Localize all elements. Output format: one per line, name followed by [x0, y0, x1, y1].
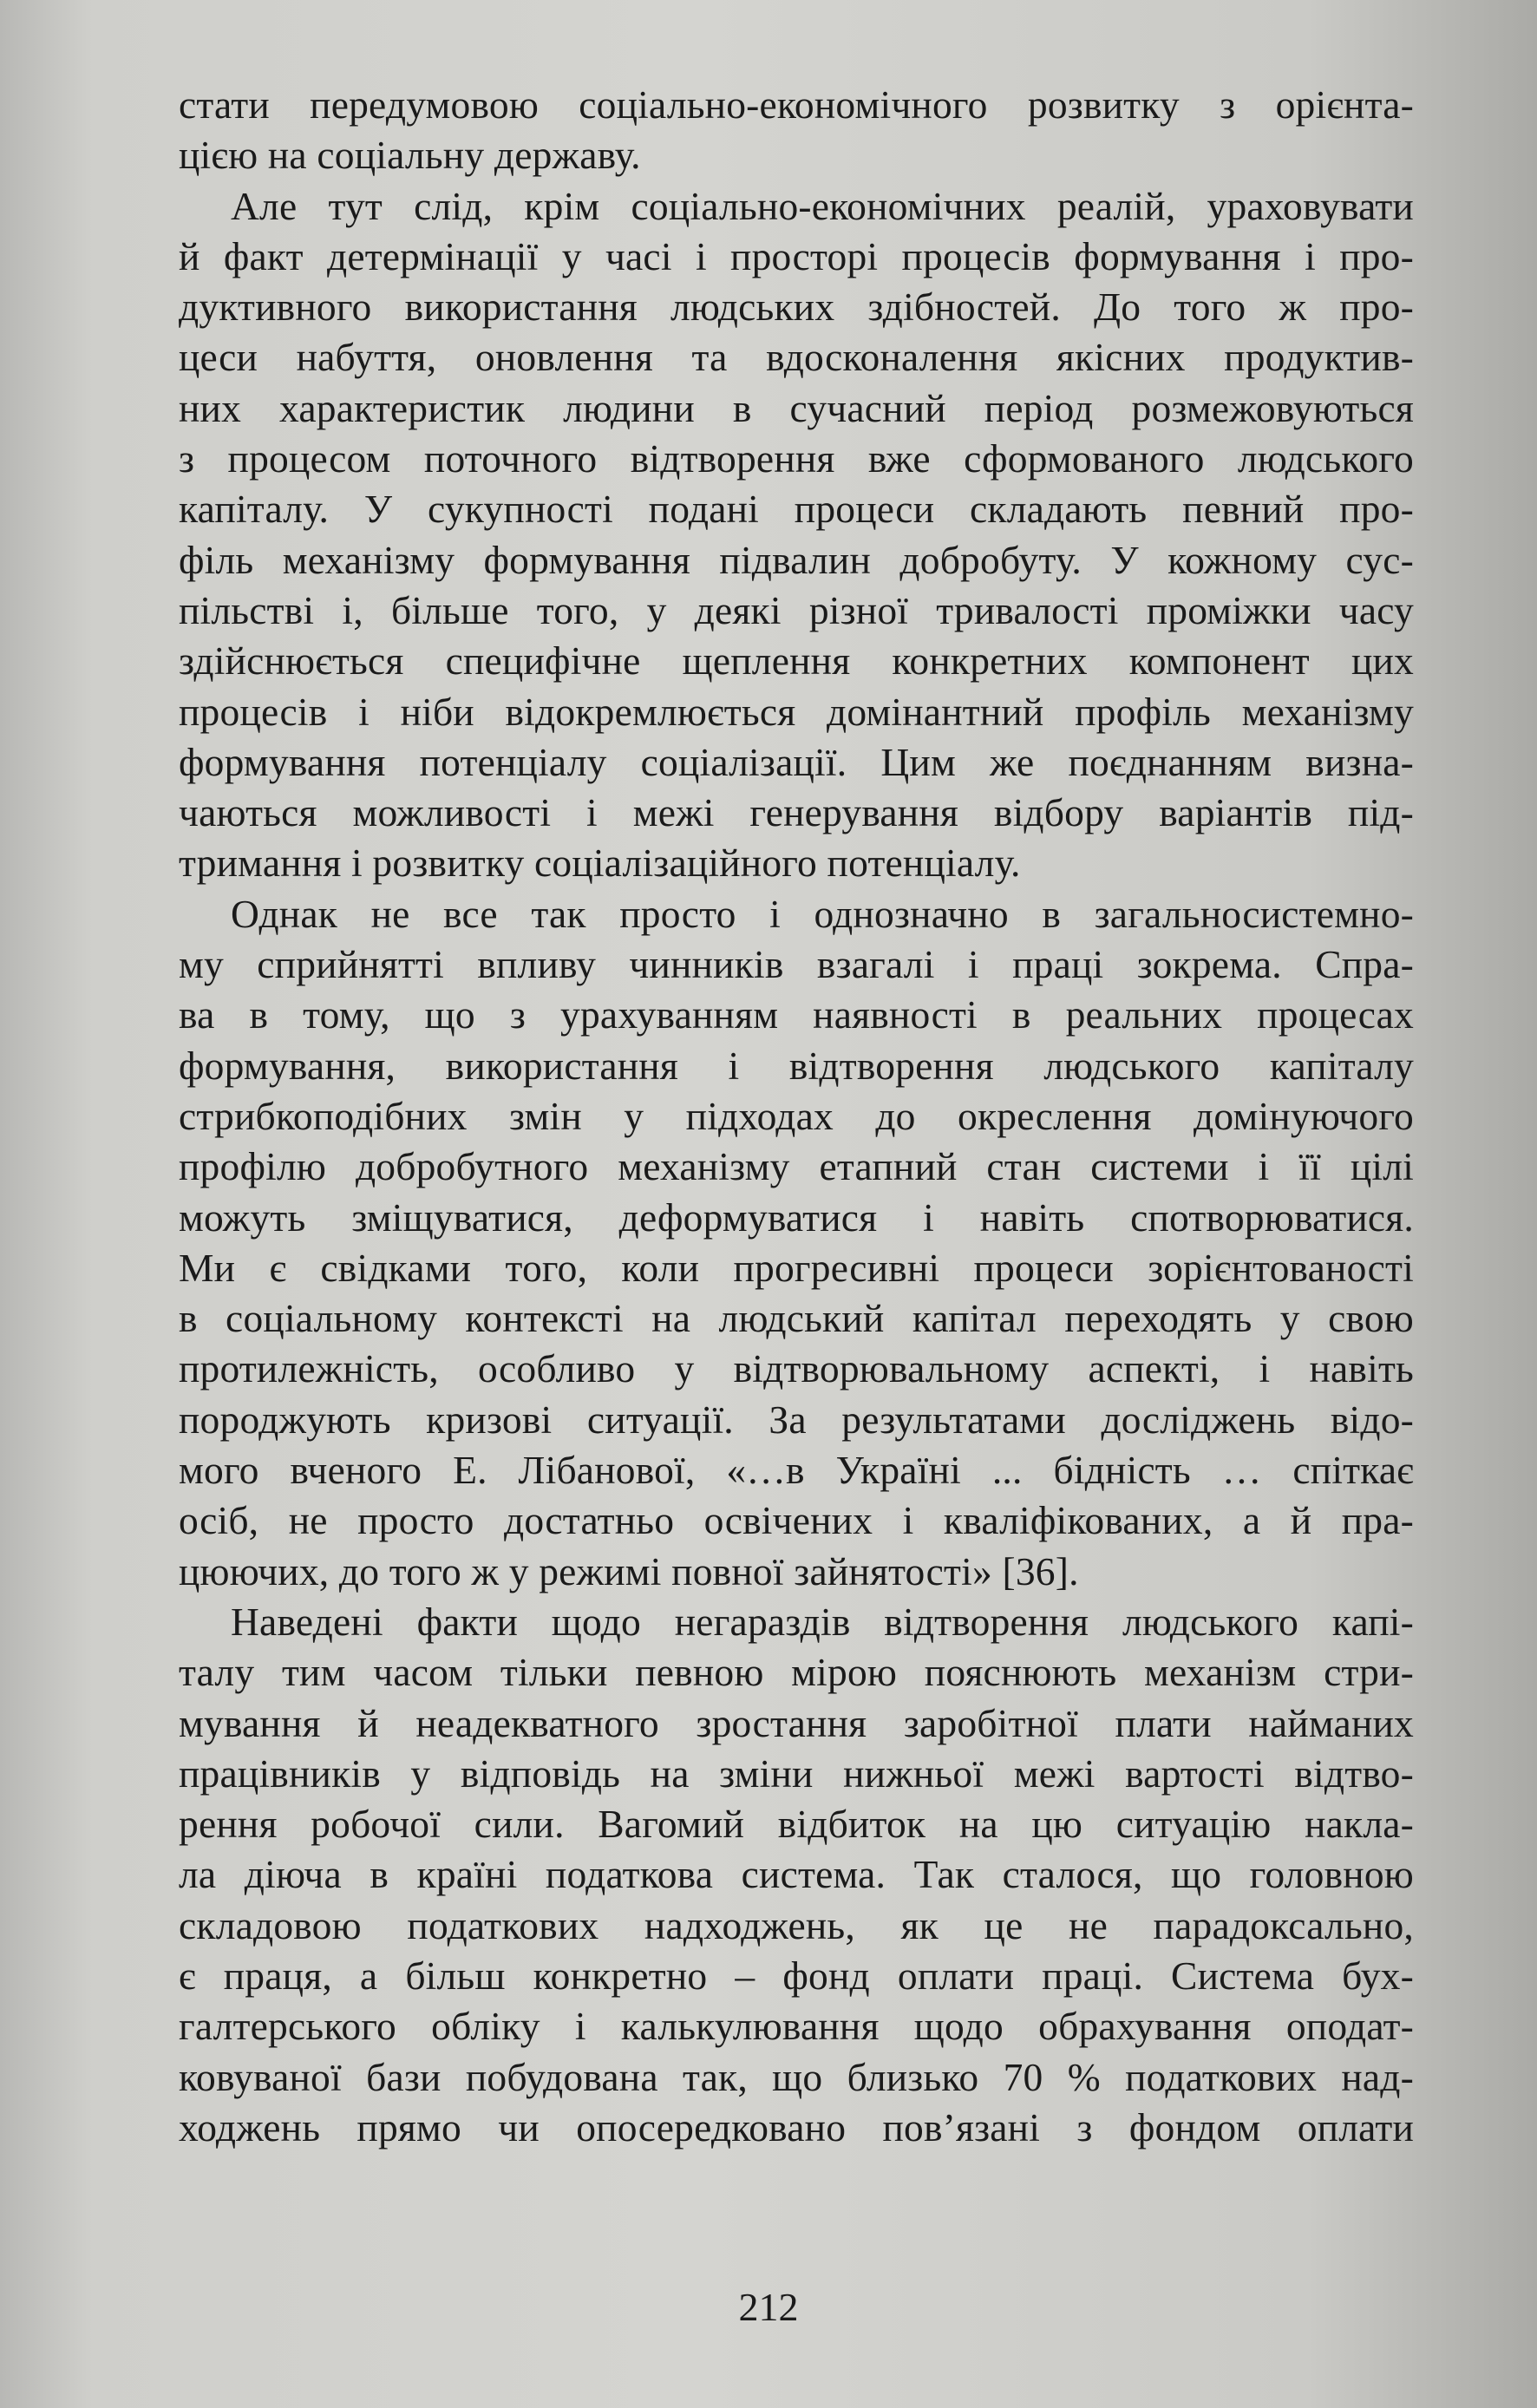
paragraph-4 [179, 1597, 1414, 2153]
paragraph-2 [179, 181, 1414, 889]
text-line: філь механізму формування підвалин добробуту. У кожному сус- [179, 537, 1414, 582]
text-line: осіб, не просто достатньо освічених і кваліфікованих, а й пра- [179, 1498, 1414, 1543]
text-line: му сприйнятті впливу чинників взагалі і праці зокрема. Спра- [179, 942, 1414, 987]
text-line: ва в тому, що з урахуванням наявності в реальних процесах [179, 992, 1414, 1037]
text-line: породжують кризові ситуації. За результатами досліджень відо- [179, 1397, 1414, 1442]
text-line: формування потенціалу соціалізації. Цим же поєднанням визна- [179, 739, 1414, 784]
text-line: складовою податкових надходжень, як це не парадоксально, [179, 1902, 1414, 1947]
text-line: стати передумовою соціально-економічного розвитку з орієнта- [179, 82, 1414, 127]
text-line: працівників у відповідь на зміни нижньої межі вартості відтво- [179, 1750, 1414, 1796]
text-line: профілю добробутного механізму етапний стан системи і її цілі [179, 1144, 1414, 1189]
text-line: формування, використання і відтворення людського капіталу [179, 1043, 1414, 1088]
text-line: Однак не все так просто і однозначно в загальносистемно- [231, 891, 1414, 936]
text-line: рення робочої сили. Вагомий відбиток на цю ситуацію накла- [179, 1802, 1414, 1847]
text-line: мування й неадекватного зростання заробітної плати найманих [179, 1700, 1414, 1745]
text-line: дуктивного використання людських здібностей. До того ж про- [179, 285, 1414, 330]
text-line: талу тим часом тільки певною мірою пояснюють механізм стри- [179, 1650, 1414, 1695]
text-line: них характеристик людини в сучасний період розмежовуються [179, 385, 1414, 430]
text-line: тримання і розвитку соціалізаційного потенціалу. [179, 841, 1021, 886]
text-line: цюючих, до того ж у режимі повної зайнятості» [36]. [179, 1548, 1079, 1593]
text-line: пільстві і, більше того, у деякі різної тривалості проміжки часу [179, 587, 1414, 632]
text-line: здійснюється специфічне щеплення конкретних компонент цих [179, 638, 1414, 684]
text-line: протилежність, особливо у відтворювальному аспекті, і навіть [179, 1346, 1414, 1391]
text-line: можуть зміщуватися, деформуватися і навіть спотворюватися. [179, 1194, 1414, 1240]
text-line: ходжень прямо чи опосередковано пов’язані з фондом оплати [179, 2104, 1414, 2150]
page-number: 212 [738, 2285, 799, 2329]
text-line: чаються можливості і межі генерування відбору варіантів під- [179, 790, 1414, 835]
text-line: мого вченого Е. Лібанової, «…в Україні ... бідність … спіткає [179, 1448, 1414, 1493]
page-text [179, 80, 1414, 2153]
paragraph-3 [179, 889, 1414, 1597]
text-line: ла діюча в країні податкова система. Так сталося, що головною [179, 1852, 1414, 1897]
text-line: цеси набуття, оновлення та вдосконалення якісних продуктив- [179, 335, 1414, 380]
paragraph-1 [179, 80, 1414, 181]
text-line: стрибкоподібних змін у підходах до окреслення домінуючого [179, 1093, 1414, 1138]
text-line: Наведені факти щодо негараздів відтворення людського капі- [231, 1599, 1414, 1644]
text-line: з процесом поточного відтворення вже сформованого людського [179, 436, 1414, 481]
text-line: цією на соціальну державу. [179, 133, 641, 178]
text-line: капіталу. У сукупності подані процеси складають певний про- [179, 487, 1414, 532]
text-line: є праця, а більш конкретно – фонд оплати праці. Система бух- [179, 1953, 1414, 1998]
text-line: процесів і ніби відокремлюється домінантний профіль механізму [179, 689, 1414, 734]
text-line: в соціальному контексті на людський капітал переходять у свою [179, 1296, 1414, 1341]
text-line: ковуваної бази побудована так, що близько 70 % податкових над- [179, 2054, 1414, 2099]
text-line: Ми є свідками того, коли прогресивні процеси зорієнтованості [179, 1245, 1414, 1290]
text-line: Але тут слід, крім соціально-економічних реалій, ураховувати [231, 183, 1414, 228]
text-line: й факт детермінації у часі і просторі процесів формування і про- [179, 233, 1414, 278]
text-line: галтерського обліку і калькулювання щодо обрахування оподат- [179, 2004, 1414, 2049]
